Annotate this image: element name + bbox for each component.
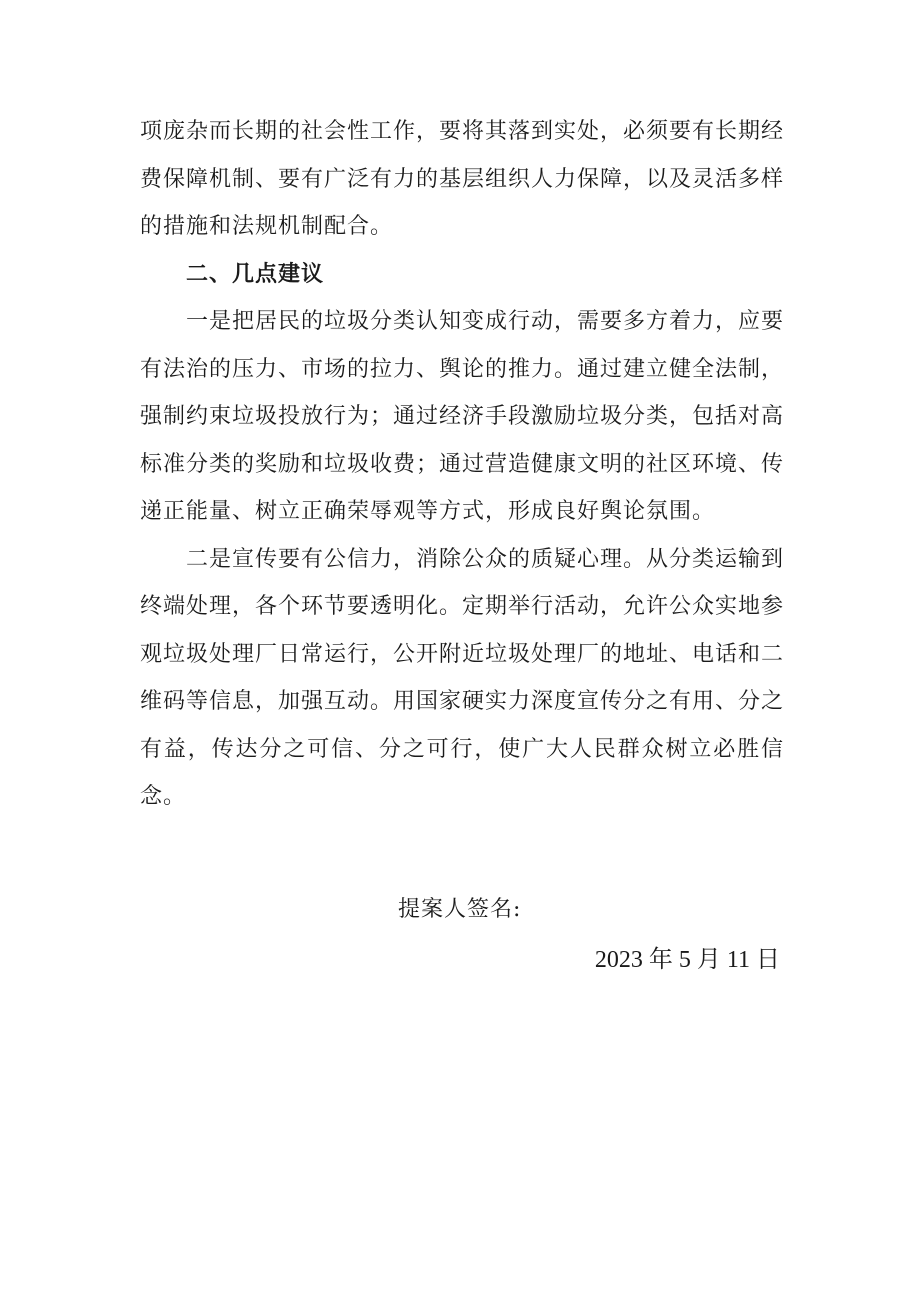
document-body	[140, 108, 784, 821]
signature-label: 提案人签名:	[398, 897, 522, 922]
suggestion-one-paragraph: 一是把居民的垃圾分类认知变成行动，需要多方着力，应要有法治的压力、市场的拉力、舆论的推力。通过建立健全法制，强制约束垃圾投放行为；通过经济手段激励垃圾分类，包括对高标准分类的奖励和垃圾收费；通过营造健康文明的社区环境、传递正能量、树立正确荣辱观等方式，形成良好舆论氛围。	[140, 309, 785, 524]
document-date: 2023 年 5 月 11 日	[594, 947, 780, 973]
section-heading: 二、几点建议	[186, 261, 325, 287]
suggestion-two-paragraph: 二是宣传要有公信力，消除公众的质疑心理。从分类运输到终端处理，各个环节要透明化。定期举行活动，允许公众实地参观垃圾处理厂日常运行，公开附近垃圾处理厂的地址、电话和二维码等信息，加强互动。用国家硬实力深度宣传分之有用、分之有益，传达分之可信、分之可行，使广大人民群众树立必胜信念。	[140, 546, 785, 809]
intro-paragraph: 项庞杂而长期的社会性工作，要将其落到实处，必须要有长期经费保障机制、要有广泛有力的基层组织人力保障，以及灵活多样的措施和法规机制配合。	[140, 119, 785, 239]
